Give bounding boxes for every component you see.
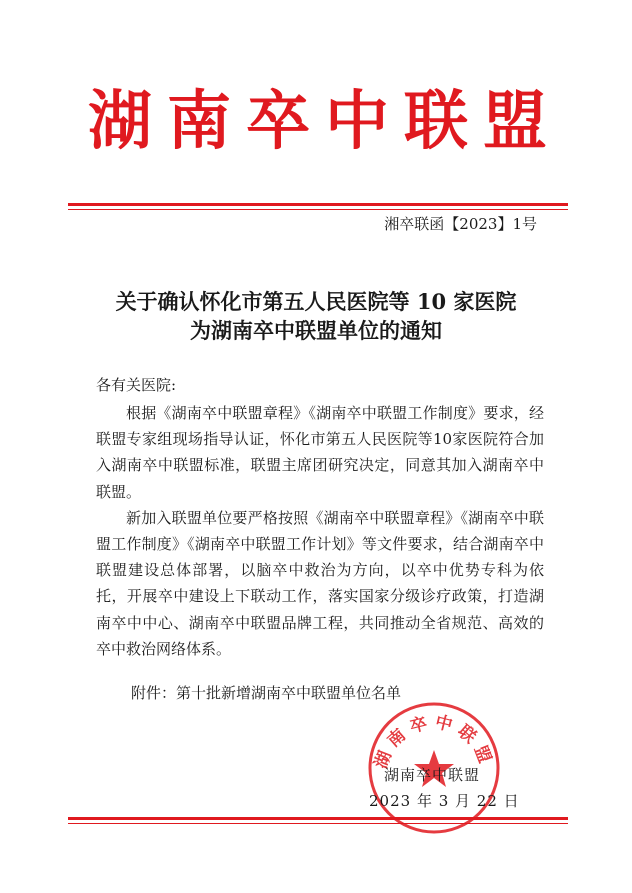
seal-arc-text: 湖南卒中联盟: [371, 712, 497, 772]
title-line-2: 为湖南卒中联盟单位的通知: [190, 318, 442, 343]
attachment-note: 附件：第十批新增湖南卒中联盟单位名单: [131, 684, 402, 702]
signer-name: 湖南卒中联盟: [384, 766, 481, 784]
masthead-org-name: 湖南卒中联盟: [88, 84, 562, 159]
issue-date: 2023 年 3 月 22 日: [369, 792, 520, 810]
body-text: [96, 400, 544, 662]
footer-red-rule-thin: [68, 823, 568, 824]
header-red-rule: [68, 203, 568, 206]
document-title: [0, 287, 632, 345]
footer-red-rule: [68, 817, 568, 820]
paragraph-2: 新加入联盟单位要严格按照《湖南卒中联盟章程》《湖南卒中联盟工作制度》《湖南卒中联盟工作计划》等文件要求，结合湖南卒中联盟建设总体部署，以脑卒中救治为方向，以卒中优势专科为依托，开展卒中建设上下联动工作，落实国家分级诊疗政策，打造湖南卒中中心、湖南卒中联盟品牌工程，共同推动全省规范、高效的卒中救治网络体系。: [96, 508, 544, 658]
salutation: 各有关医院:: [96, 376, 177, 394]
title-line-1: 关于确认怀化市第五人民医院等 10 家医院: [115, 289, 517, 314]
document-number: 湘卒联函【2023】1号: [384, 215, 537, 233]
paragraph-1: 根据《湖南卒中联盟章程》《湖南卒中联盟工作制度》要求，经联盟专家组现场指导认证，怀化市第五人民医院等10家医院符合加入湖南卒中联盟标准，联盟主席团研究决定，同意其加入湖南卒中联盟。: [96, 404, 544, 501]
header-red-rule-thin: [68, 209, 568, 210]
